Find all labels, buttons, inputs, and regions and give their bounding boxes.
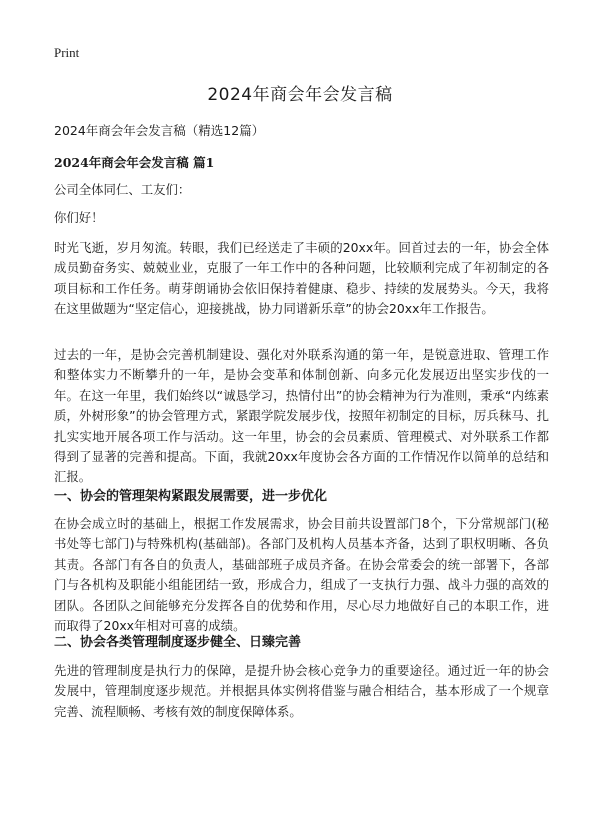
- section-heading-rules: 二、协会各类管理制度逐步健全、日臻完善: [54, 635, 302, 650]
- print-link[interactable]: Print: [54, 45, 80, 60]
- greeting-hello: 你们好！: [54, 210, 104, 225]
- paragraph-intro: 时光飞逝，岁月匆流。转眼，我们已经送走了丰硕的20xx年。回首过去的一年，协会全体成员勤奋务实、兢兢业业，克服了一年工作中的各种问题，比较顺利完成了年初制定的各项目标和工作任务。萌芽朗诵协会依旧保持着健康、稳步、持续的发展势头。今天，我将在这里做题为“坚定信心，迎接挑战，协力同谱新乐章”的协会20xx年工作报告。: [54, 240, 549, 317]
- greeting-line: 公司全体同仁、工友们：: [54, 182, 191, 197]
- section-heading-structure: 一、协会的管理架构紧跟发展需要，进一步优化: [54, 489, 328, 504]
- page-title: 2024年商会年会发言稿: [207, 85, 393, 105]
- document-subtitle: 2024年商会年会发言稿（精选12篇）: [54, 123, 265, 138]
- article-heading: 2024年商会年会发言稿 篇1: [54, 155, 215, 170]
- paragraph-rules: 先进的管理制度是执行力的保障，是提升协会核心竞争力的重要途径。通过近一年的协会发展中，管理制度逐步规范。并根据具体实例将借鉴与融合相结合，基本形成了一个规章完善、流程顺畅、考核有效的制度保障体系。: [54, 663, 549, 719]
- paragraph-structure: 在协会成立时的基础上，根据工作发展需求，协会目前共设置部门8个，下分常规部门(秘书处等七部门)与特殊机构(基础部)。各部门及机构人员基本齐备，达到了职权明晰、各负其责。各部门有各自的负责人，基础部班子成员齐备。在协会常委会的统一部署下，各部门与各机构及职能小组能团结一致，形成合力，组成了一支执行力强、战斗力强的高效的团队。各团队之间能够充分发挥各自的优势和作用，尽心尽力地做好自己的本职工作，进而取得了20xx年相对可喜的成绩。: [54, 516, 549, 634]
- paragraph-review: 过去的一年，是协会完善机制建设、强化对外联系沟通的第一年，是锐意进取、管理工作和整体实力不断攀升的一年，是协会变革和体制创新、向多元化发展迈出坚实步伐的一年。在这一年里，我们始终以“诚恳学习，热情付出”的协会精神为行为准则，秉承“内练素质，外树形象”的协会管理方式，紧跟学院发展步伐，按照年初制定的目标，厉兵秣马、扎扎实实地开展各项工作与活动。这一年里，协会的会员素质、管理模式、对外联系工作都得到了显著的完善和提高。下面，我就20xx年度协会各方面的工作情况作以简单的总结和汇报。: [54, 347, 549, 485]
